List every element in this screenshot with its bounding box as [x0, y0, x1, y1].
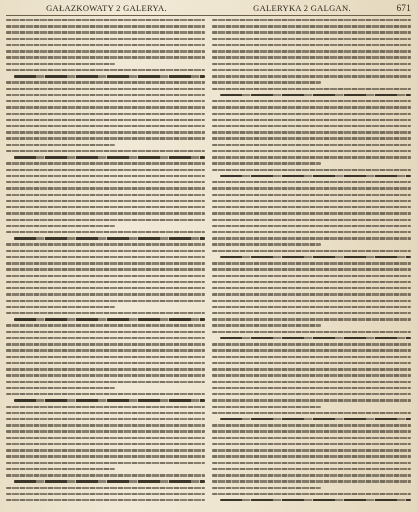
- text-line: [6, 393, 205, 395]
- page-number: 671: [396, 3, 411, 13]
- text-line: [14, 156, 205, 158]
- text-line: [212, 399, 411, 401]
- right-text-column: [212, 19, 411, 511]
- text-line: [212, 424, 411, 426]
- text-line: [6, 169, 205, 171]
- text-line: [14, 75, 205, 77]
- text-line: [212, 455, 411, 457]
- running-head: [6, 3, 411, 14]
- text-line: [6, 81, 205, 83]
- text-line: [6, 50, 205, 52]
- text-line: [212, 250, 411, 252]
- text-line: [212, 393, 411, 395]
- text-line: [220, 499, 411, 501]
- text-line: [212, 268, 411, 270]
- text-line: [212, 169, 411, 171]
- text-line: [212, 437, 411, 439]
- text-line: [6, 281, 205, 283]
- text-line: [6, 437, 205, 439]
- text-line: [212, 219, 411, 221]
- text-line: [212, 56, 411, 58]
- text-line: [6, 331, 205, 333]
- text-line: [212, 462, 411, 464]
- text-line: [6, 181, 205, 183]
- text-line: [14, 237, 205, 239]
- column-gutter: [205, 19, 212, 511]
- text-line: [212, 25, 411, 27]
- text-line: [6, 162, 205, 164]
- text-line: [6, 462, 205, 464]
- text-line: [212, 63, 411, 65]
- text-columns: [6, 19, 411, 511]
- text-line: [6, 243, 205, 245]
- text-line: [220, 337, 411, 339]
- text-line: [6, 144, 115, 146]
- text-line: [212, 374, 411, 376]
- text-line: [212, 31, 411, 33]
- text-line: [212, 430, 411, 432]
- text-line: [212, 480, 411, 482]
- text-line: [6, 356, 205, 358]
- text-line: [212, 293, 411, 295]
- text-line: [212, 318, 411, 320]
- text-line: [6, 337, 205, 339]
- text-line: [212, 381, 411, 383]
- text-line: [6, 44, 205, 46]
- text-line: [6, 113, 205, 115]
- text-line: [220, 256, 411, 258]
- text-line: [212, 349, 411, 351]
- text-line: [6, 225, 115, 227]
- text-line: [6, 499, 205, 501]
- text-line: [212, 144, 411, 146]
- text-line: [212, 187, 411, 189]
- text-line: [6, 268, 205, 270]
- text-line: [212, 287, 411, 289]
- text-line: [6, 200, 205, 202]
- text-line: [6, 175, 205, 177]
- text-line: [212, 468, 411, 470]
- text-line: [212, 343, 411, 345]
- text-line: [6, 287, 205, 289]
- text-line: [212, 493, 411, 495]
- text-line: [6, 19, 205, 21]
- text-line: [6, 56, 205, 58]
- text-line: [6, 212, 205, 214]
- text-line: [212, 237, 411, 239]
- text-line: [212, 474, 411, 476]
- text-line: [6, 31, 205, 33]
- text-line: [6, 63, 115, 65]
- text-line: [6, 368, 205, 370]
- text-line: [220, 94, 411, 96]
- text-line: [6, 262, 205, 264]
- text-line: [212, 312, 411, 314]
- text-line: [212, 181, 411, 183]
- text-line: [212, 50, 411, 52]
- text-line: [212, 362, 411, 364]
- text-line: [212, 19, 411, 21]
- text-line: [220, 418, 411, 420]
- text-line: [212, 487, 321, 489]
- text-line: [212, 306, 411, 308]
- text-line: [6, 474, 205, 476]
- text-line: [6, 106, 205, 108]
- text-line: [6, 324, 205, 326]
- text-line: [6, 487, 205, 489]
- text-line: [6, 412, 205, 414]
- text-line: [212, 44, 411, 46]
- text-line: [6, 349, 205, 351]
- text-line: [6, 424, 205, 426]
- text-line: [212, 443, 411, 445]
- text-line: [6, 131, 205, 133]
- text-line: [6, 443, 205, 445]
- text-line: [6, 88, 205, 90]
- text-line: [212, 156, 411, 158]
- text-line: [6, 275, 205, 277]
- text-line: [212, 449, 411, 451]
- text-line: [212, 69, 411, 71]
- text-line: [212, 137, 411, 139]
- text-line: [6, 468, 115, 470]
- text-line: [212, 125, 411, 127]
- text-line: [212, 200, 411, 202]
- text-line: [212, 150, 411, 152]
- text-line: [212, 75, 411, 77]
- text-line: [14, 318, 205, 320]
- text-line: [6, 187, 205, 189]
- text-line: [212, 281, 411, 283]
- left-running-head: GAŁAZKOWATY 2 GALERYA.: [46, 3, 167, 13]
- text-line: [212, 81, 321, 83]
- text-line: [6, 69, 205, 71]
- text-line: [6, 194, 205, 196]
- text-line: [212, 131, 411, 133]
- text-line: [6, 312, 205, 314]
- text-line: [6, 381, 205, 383]
- text-line: [6, 206, 205, 208]
- text-line: [6, 256, 205, 258]
- text-line: [6, 387, 115, 389]
- text-line: [6, 455, 205, 457]
- text-line: [212, 194, 411, 196]
- text-line: [212, 387, 411, 389]
- text-line: [212, 106, 411, 108]
- text-line: [212, 243, 321, 245]
- text-line: [212, 206, 411, 208]
- text-line: [6, 125, 205, 127]
- text-line: [14, 399, 205, 401]
- text-line: [212, 262, 411, 264]
- text-line: [212, 38, 411, 40]
- text-line: [6, 38, 205, 40]
- text-line: [6, 300, 205, 302]
- text-line: [6, 406, 205, 408]
- left-text-column: [6, 19, 205, 511]
- text-line: [6, 293, 205, 295]
- text-line: [212, 300, 411, 302]
- text-line: [6, 343, 205, 345]
- text-line: [6, 219, 205, 221]
- text-line: [212, 162, 321, 164]
- text-line: [212, 406, 321, 408]
- text-line: [212, 231, 411, 233]
- text-line: [212, 119, 411, 121]
- text-line: [6, 100, 205, 102]
- text-line: [6, 449, 205, 451]
- right-running-head: GALERYKA 2 GALGAN.: [253, 3, 351, 13]
- text-line: [212, 88, 411, 90]
- text-line: [212, 212, 411, 214]
- text-line: [14, 480, 205, 482]
- text-line: [212, 225, 411, 227]
- header-rule: [6, 15, 411, 16]
- text-line: [6, 418, 205, 420]
- text-line: [212, 356, 411, 358]
- text-line: [6, 137, 205, 139]
- text-line: [212, 275, 411, 277]
- text-line: [6, 150, 205, 152]
- text-line: [6, 25, 205, 27]
- text-line: [6, 94, 205, 96]
- text-line: [212, 412, 411, 414]
- text-line: [220, 175, 411, 177]
- text-line: [212, 331, 411, 333]
- text-line: [212, 324, 321, 326]
- text-line: [6, 362, 205, 364]
- text-line: [212, 113, 411, 115]
- text-line: [6, 493, 205, 495]
- text-line: [6, 374, 205, 376]
- text-line: [212, 100, 411, 102]
- text-line: [212, 368, 411, 370]
- text-line: [6, 430, 205, 432]
- text-line: [6, 119, 205, 121]
- text-line: [6, 231, 205, 233]
- text-line: [6, 250, 205, 252]
- text-line: [6, 306, 115, 308]
